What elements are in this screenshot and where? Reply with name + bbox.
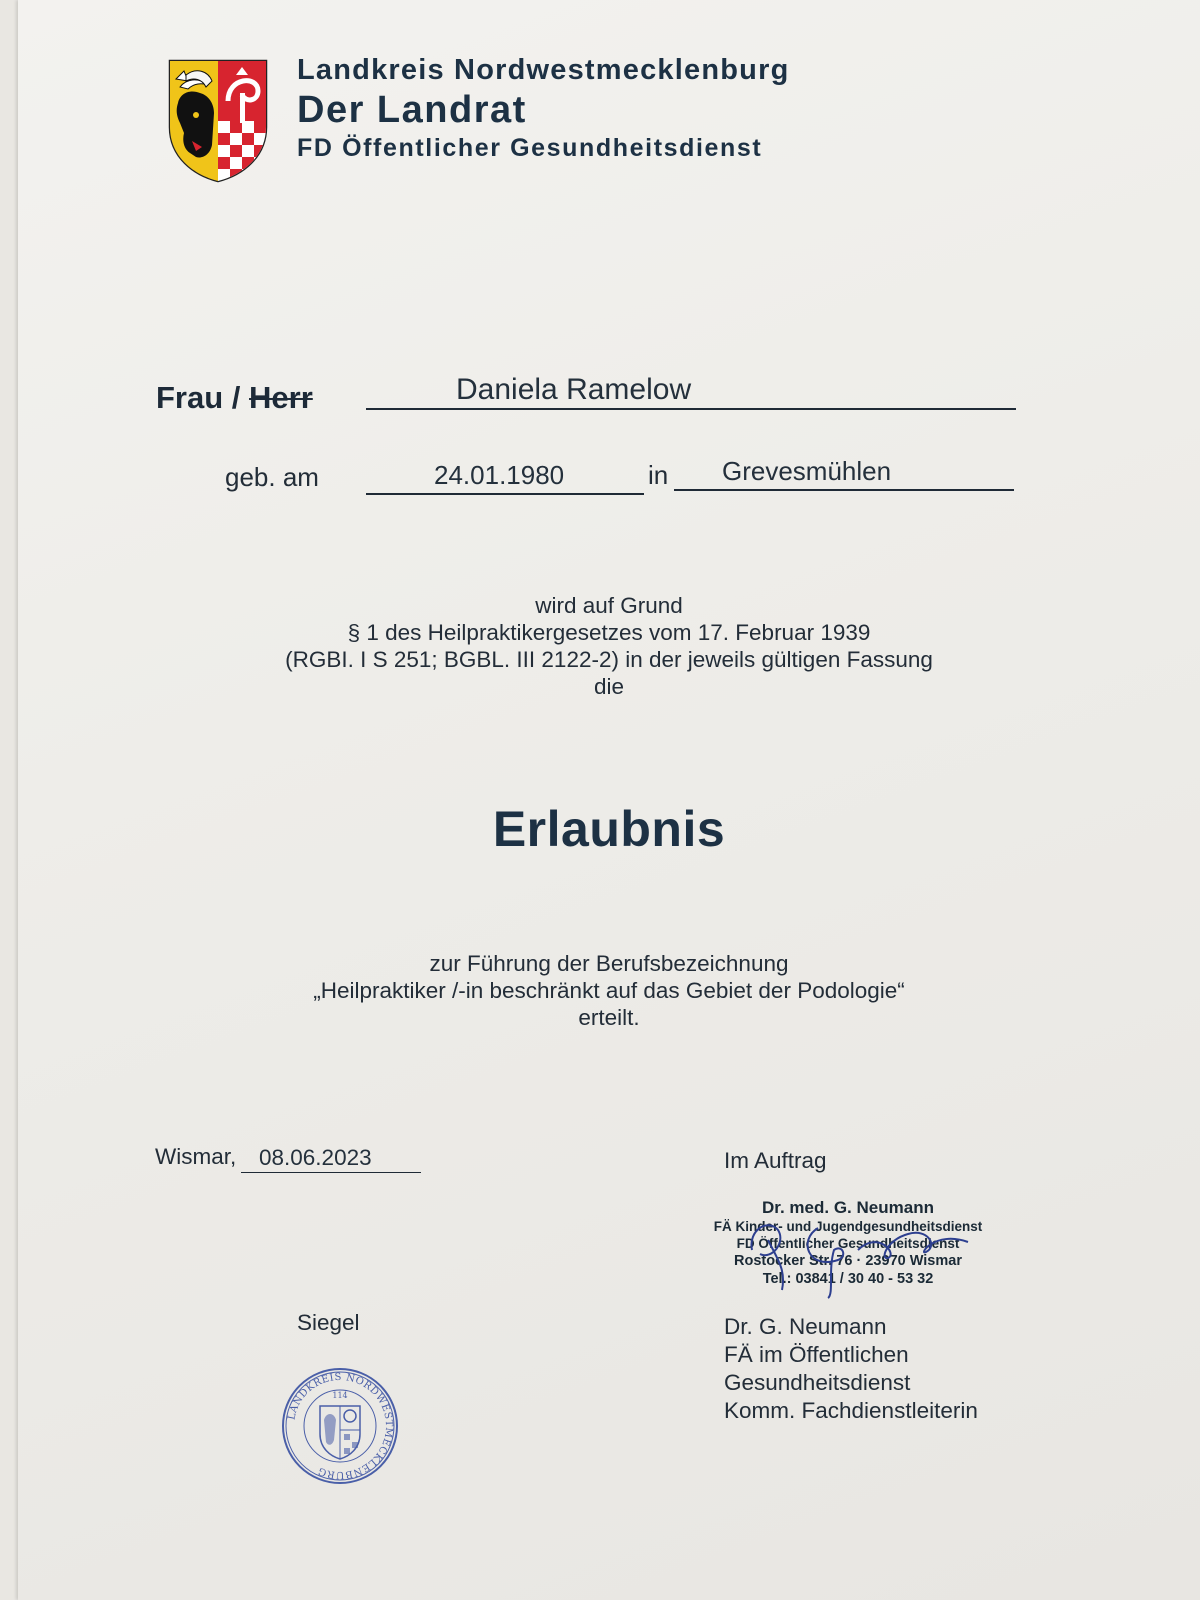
official-seal: [280, 1366, 400, 1486]
document-title: Erlaubnis: [492, 801, 726, 857]
purpose-line-2: „Heilpraktiker /-in beschränkt auf das Gebiet der Podologie“: [313, 978, 905, 1003]
on-behalf-label: Im Auftrag: [724, 1148, 827, 1173]
signer-title-1: FÄ im Öffentlichen: [724, 1342, 909, 1367]
handwritten-signature: [738, 1210, 978, 1300]
salutation-herr-struck: Herr: [249, 380, 313, 415]
seal-label: Siegel: [297, 1310, 360, 1335]
authority-header: [297, 52, 790, 164]
person-name: Daniela Ramelow: [456, 373, 692, 406]
signer-name: Dr. G. Neumann: [724, 1314, 887, 1339]
issue-date: 08.06.2023: [259, 1145, 372, 1170]
seal-number: 114: [332, 1391, 348, 1400]
legal-line-4: die: [593, 674, 625, 699]
stamp-line-2: FÄ Kinder- und Jugendgesundheitsdienst: [713, 1219, 983, 1234]
purpose-line-1: zur Führung der Berufsbezeichnung: [429, 951, 789, 976]
signer-block: [724, 1313, 978, 1425]
born-label: geb. am: [225, 462, 319, 492]
purpose-line-3: erteilt.: [578, 1005, 640, 1030]
header-district: Landkreis Nordwestmecklenburg: [297, 54, 790, 86]
stamp-name: Dr. med. G. Neumann: [762, 1198, 934, 1217]
place-label: Wismar,: [155, 1144, 237, 1169]
header-office: Der Landrat: [297, 89, 527, 131]
birth-place: Grevesmühlen: [722, 456, 892, 486]
header-department: FD Öffentlicher Gesundheitsdienst: [297, 134, 763, 162]
stamp-line-3: FD Öffentlicher Gesundheitsdienst: [736, 1236, 960, 1251]
stamp-line-5: Tel.: 03841 / 30 40 - 53 32: [762, 1271, 934, 1287]
legal-line-3: (RGBI. I S 251; BGBL. III 2122-2) in der jeweils gültigen Fassung: [285, 647, 933, 672]
salutation: [156, 380, 313, 416]
legal-line-2: § 1 des Heilpraktikergesetzes vom 17. Februar 1939: [347, 620, 871, 645]
birth-date: 24.01.1980: [434, 460, 565, 490]
issue-date-field: [241, 1144, 421, 1173]
coat-of-arms-logo: [166, 57, 270, 183]
birth-place-field: [674, 453, 1014, 491]
certificate-sheet: [18, 0, 1200, 1600]
legal-line-1: wird auf Grund: [535, 593, 683, 618]
name-field: [366, 372, 1016, 410]
salutation-frau: Frau /: [156, 380, 241, 415]
stamp-line-4: Rostocker Str. 76 · 23970 Wismar: [734, 1253, 962, 1269]
legal-basis: [18, 592, 1200, 700]
purpose-text: [18, 950, 1200, 1031]
signer-title-2: Gesundheitsdienst: [724, 1370, 911, 1395]
in-label: in: [648, 460, 669, 490]
birth-date-field: [366, 457, 644, 495]
seal-ring-text: LANDKREIS NORDWESTMECKLENBURG: [286, 1371, 395, 1481]
signer-title-3: Komm. Fachdienstleiterin: [724, 1398, 978, 1423]
